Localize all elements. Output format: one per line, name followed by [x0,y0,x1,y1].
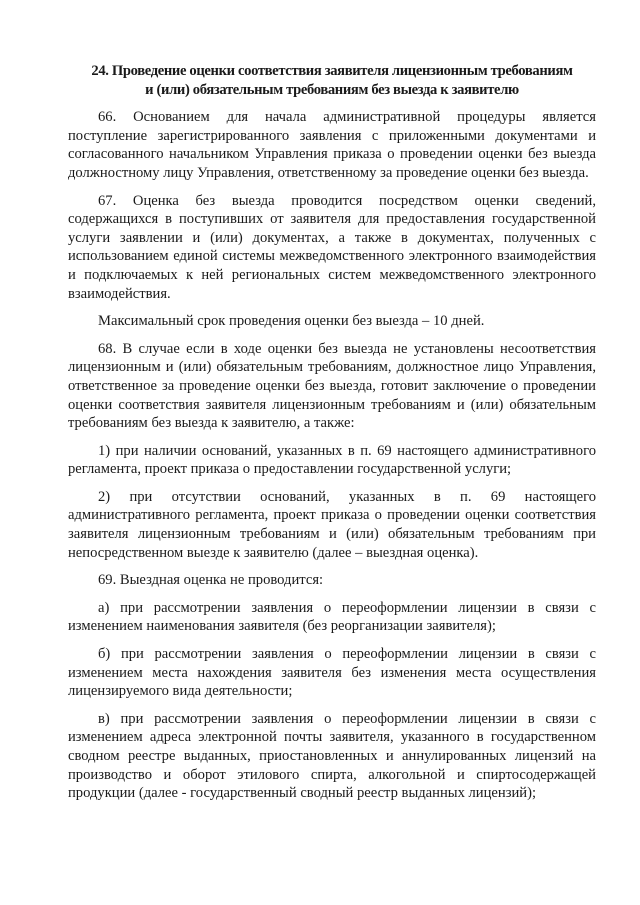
section-heading-line-1: 24. Проведение оценки соответствия заявителя лицензионным требованиям [91,63,573,79]
paragraph-67: 67. Оценка без выезда проводится посредством оценки сведений, содержащихся в поступивших от заявителя для предоставления государственной услуги заявлении и (или) документах, а также в документах, полученных с использованием единой системы межведомственного электронного взаимодействия и подключаемых к ней региональных систем межведомственного электронного взаимодействия. [68,192,596,302]
paragraph-66: 66. Основанием для начала административной процедуры является поступление зарегистрированного заявления с приложенными документами и согласованного начальником Управления приказа о проведении оценки без выезда должностному лицу Управления, ответственному за проведение оценки без выезда. [68,109,596,181]
paragraph-68-item-1: 1) при наличии оснований, указанных в п. 69 настоящего административного регламента, проект приказа о предоставлении государственной услуги; [68,442,596,478]
paragraph-68: 68. В случае если в ходе оценки без выезда не установлены несоответствия лицензионным и (или) обязательным требованиям, должностное лицо Управления, ответственное за проведение оценки без выезда, готовит заключение о проведении оценки соответствия заявителя лицензионным требованиям и (или) обязательным требованиям без выезда к заявителю, а также: [68,340,596,432]
paragraph-69-item-b: б) при рассмотрении заявления о переоформлении лицензии в связи с изменением места нахождения заявителя без изменения места осуществления лицензируемого вида деятельности; [68,646,596,700]
section-heading-line-2: и (или) обязательным требованиям без выезда к заявителю [145,81,519,98]
paragraph-69: 69. Выездная оценка не проводится: [98,572,324,589]
paragraph-69-item-v: в) при рассмотрении заявления о переоформлении лицензии в связи с изменением адреса электронной почты заявителя, указанного в государственном сводном реестре выданных, приостановленных и аннулированных лицензий на производство и оборот этилового спирта, алкогольной и спиртосодержащей продукции (далее - государственный сводный реестр выданных лицензий); [68,710,596,802]
paragraph-68-item-2: 2) при отсутствии оснований, указанных в п. 69 настоящего административного регламента, проект приказа о проведении оценки соответствия заявителя лицензионным требованиям и (или) обязательным требованиям при непосредственном выезде к заявителю (далее – выездная оценка). [68,488,596,561]
paragraph-69-item-a: а) при рассмотрении заявления о переоформлении лицензии в связи с изменением наименования заявителя (без реорганизации заявителя); [68,599,596,635]
paragraph-max-term: Максимальный срок проведения оценки без выезда – 10 дней. [98,313,485,330]
section-heading [68,62,596,99]
